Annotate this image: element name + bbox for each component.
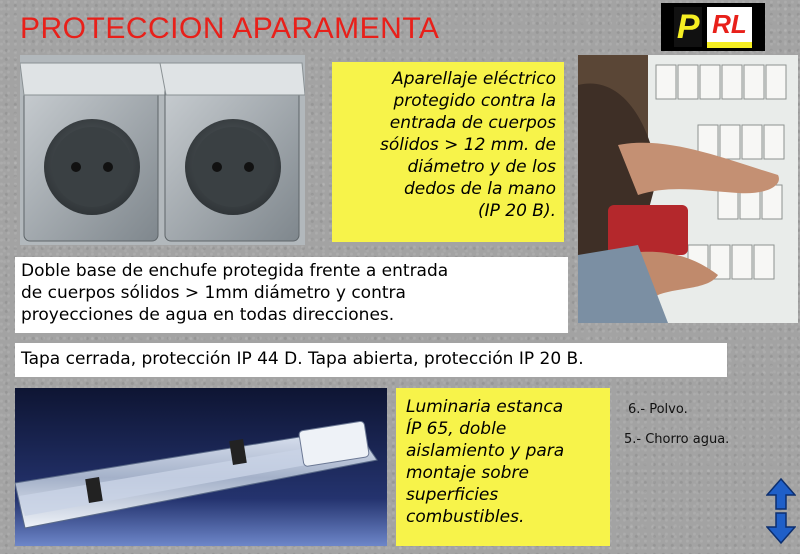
luminaire-line: ÍP 65, doble (406, 419, 507, 439)
ip20-line: (IP 20 B). (477, 201, 556, 221)
luminaire-line: montaje sobre (406, 463, 529, 483)
luminaire-line: superficies (406, 485, 499, 505)
socket-description (15, 257, 568, 333)
arrow-up-icon[interactable] (767, 479, 795, 509)
page-title: PROTECCION APARAMENTA (20, 12, 440, 45)
logo-p: P (674, 7, 702, 47)
luminaire-image (15, 388, 387, 546)
luminaire-line: aislamiento y para (406, 441, 565, 461)
prl-logo (661, 3, 765, 51)
sockets-image (20, 55, 305, 245)
legend-water-jet: 5.- Chorro agua. (624, 432, 730, 447)
ip20-line: sólidos > 12 mm. de (379, 135, 556, 155)
ip20-line: Aparellaje eléctrico (392, 69, 556, 89)
ip20-line: entrada de cuerpos (389, 113, 556, 133)
electrical-panel-image (578, 55, 798, 323)
slide-navigation (766, 478, 796, 544)
luminaire-line: combustibles. (406, 507, 525, 527)
socket-line: Doble base de enchufe protegida frente a entrada (21, 261, 449, 281)
legend-dust: 6.- Polvo. (628, 402, 688, 417)
logo-rl: RL (707, 7, 752, 48)
ip20-line: dedos de la mano (403, 179, 556, 199)
ip20-description (332, 62, 564, 242)
socket-line: de cuerpos sólidos > 1mm diámetro y contra (21, 283, 406, 303)
luminaire-line: Luminaria estanca (406, 397, 564, 417)
luminaire-description (396, 388, 610, 546)
socket-line: proyecciones de agua en todas direcciones. (21, 305, 395, 325)
arrow-down-icon[interactable] (767, 513, 795, 543)
cover-protection-note: Tapa cerrada, protección IP 44 D. Tapa abierta, protección IP 20 B. (15, 343, 727, 377)
ip20-line: protegido contra la (393, 91, 556, 111)
ip20-line: diámetro y de los (407, 157, 556, 177)
